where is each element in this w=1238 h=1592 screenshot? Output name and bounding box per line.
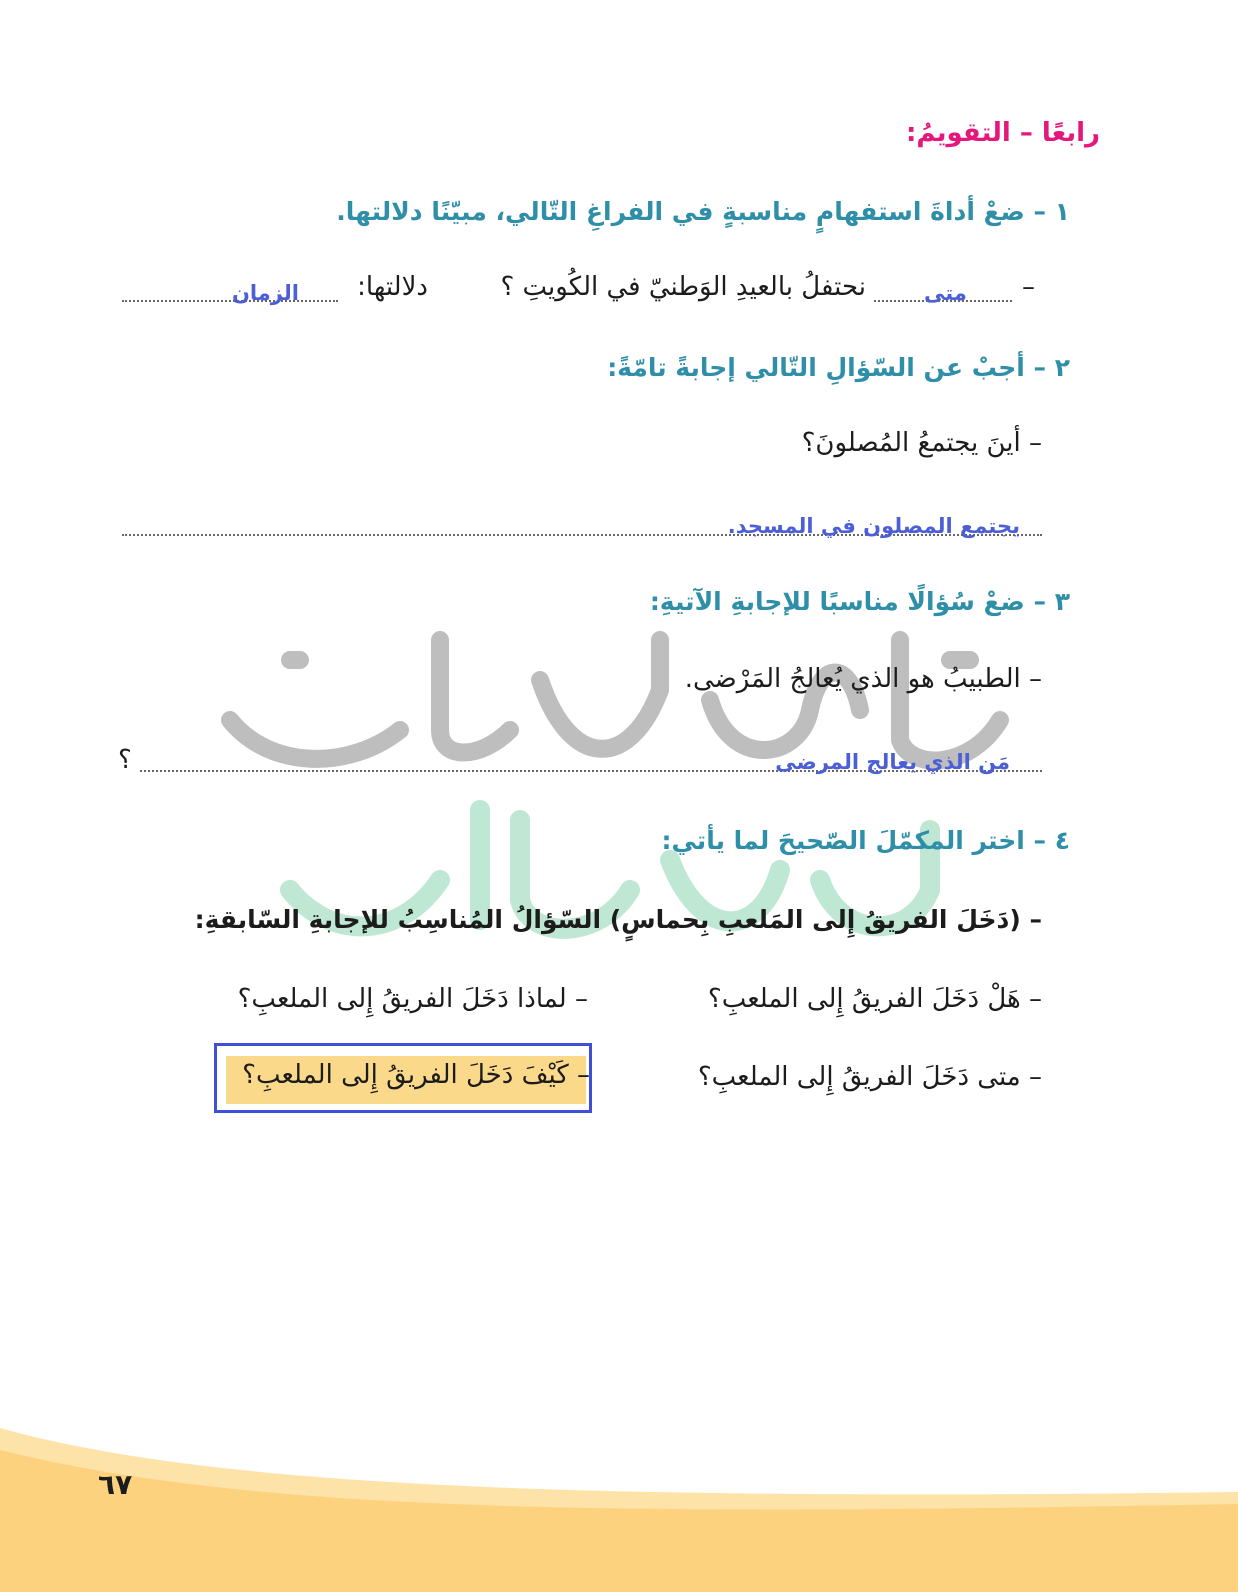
q4-prompt: – (دَخَلَ الفريقُ إِلى المَلعبِ بِحماسٍ) السّؤالُ المُناسِبُ للإجابةِ السّابقةِ: (194, 905, 1042, 934)
question-4-heading: ٤ – اختر المكمّلَ الصّحيحَ لما يأتي: (661, 826, 1070, 855)
q1-meaning-label: دلالتها: (357, 272, 428, 302)
q4-option-3[interactable]: – متى دَخَلَ الفريقُ إِلى الملعبِ؟ (697, 1062, 1042, 1092)
q2-question: – أينَ يجتمعُ المُصلونَ؟ (801, 428, 1042, 458)
question-1-heading: ١ – ضعْ أداةَ استفهامٍ مناسبةٍ في الفراغِ التّالي، مبيّنًا دلالتها. (336, 197, 1070, 226)
q2-answer: يجتمع المصلون في المسجد. (727, 514, 1020, 538)
question-2-heading: ٢ – أجبْ عن السّؤالِ التّالي إجابةً تامّةً: (607, 353, 1070, 382)
q4-option-4-selected[interactable]: – كَيْفَ دَخَلَ الفريقُ إِلى الملعبِ؟ (242, 1060, 590, 1090)
footer-wave (0, 1420, 1238, 1592)
q3-answer: مَن الذي يعالج المرضى (775, 750, 1010, 774)
q4-option-2[interactable]: – لماذا دَخَلَ الفريقُ إِلى الملعبِ؟ (237, 984, 588, 1014)
q1-answer-meaning: الزمان (232, 281, 299, 305)
q1-blank-meaning (122, 300, 338, 302)
section-title: رابعًا – التقويمُ: (905, 118, 1100, 148)
q3-statement: – الطبيبُ هو الذي يُعالجُ المَرْضى. (684, 664, 1042, 694)
q1-dash: – (1022, 272, 1035, 302)
q3-question-mark: ؟ (118, 745, 132, 775)
watermark-gray (210, 620, 1030, 810)
q1-sentence: نحتفلُ بالعيدِ الوَطنيّ في الكُويتِ ؟ (500, 272, 866, 302)
q1-answer-tool: متى (924, 281, 967, 305)
q4-option-1[interactable]: – هَلْ دَخَلَ الفريقُ إِلى الملعبِ؟ (707, 984, 1042, 1014)
question-3-heading: ٣ – ضعْ سُؤالًا مناسبًا للإجابةِ الآتيةِ: (649, 587, 1070, 616)
page-number: ٦٧ (98, 1468, 133, 1501)
